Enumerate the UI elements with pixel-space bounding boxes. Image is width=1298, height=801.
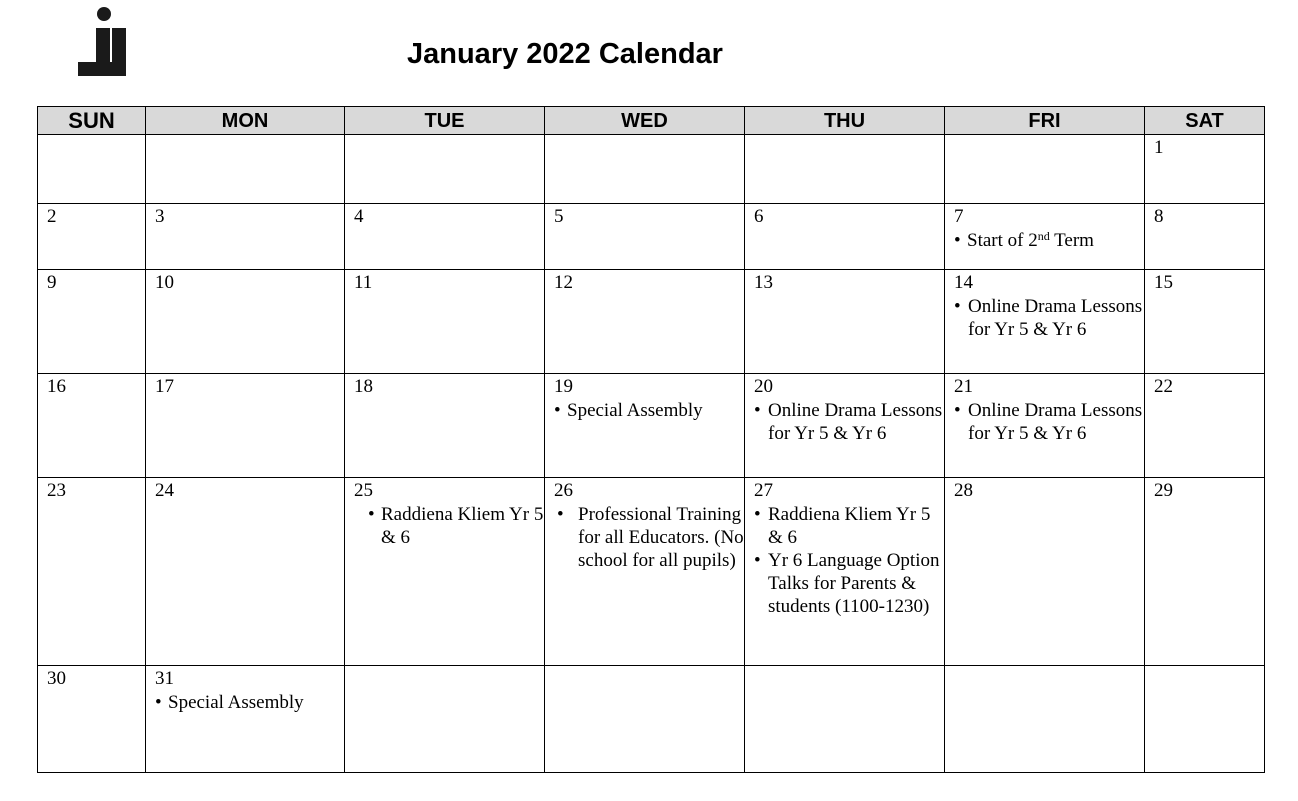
day-number: 19 (554, 376, 573, 397)
day-number: 23 (47, 480, 66, 501)
day-number: 21 (954, 376, 973, 397)
day-number: 9 (47, 272, 57, 293)
day-number: 13 (754, 272, 773, 293)
day-cell (945, 270, 1145, 374)
day-number: 12 (554, 272, 573, 293)
day-cell (345, 478, 545, 666)
week-row (38, 135, 1265, 204)
day-cell (38, 270, 146, 374)
day-cell (38, 204, 146, 270)
weekday-header-row (38, 107, 1265, 135)
empty-day-cell (345, 666, 545, 773)
day-number: 16 (47, 376, 66, 397)
day-number: 6 (754, 206, 764, 227)
empty-day-cell (38, 135, 146, 204)
day-cell (1145, 270, 1265, 374)
day-number: 1 (1154, 137, 1164, 158)
week-row (38, 374, 1265, 478)
day-cell (745, 204, 945, 270)
day-cell (545, 478, 745, 666)
event-item: • Professional Training for all Educators. (No school for all pupils) (554, 503, 744, 572)
day-number: 26 (554, 480, 573, 501)
school-logo (76, 6, 128, 78)
empty-day-cell (345, 135, 545, 204)
day-cell (146, 270, 345, 374)
day-cell (745, 478, 945, 666)
event-item: • Yr 6 Language Option Talks for Parents & students (1100-1230) (754, 549, 944, 618)
day-cell (146, 666, 345, 773)
day-number: 25 (354, 480, 373, 501)
day-cell (1145, 374, 1265, 478)
event-item: • Special Assembly (155, 691, 344, 714)
day-cell (745, 374, 945, 478)
event-item: • Online Drama Lessons for Yr 5 & Yr 6 (754, 399, 944, 445)
day-cell (345, 204, 545, 270)
day-cell (38, 374, 146, 478)
weekday-tue: TUE (345, 107, 545, 135)
empty-day-cell (745, 135, 945, 204)
week-row (38, 666, 1265, 773)
week-row (38, 478, 1265, 666)
event-item: • Raddiena Kliem Yr 5 & 6 (368, 503, 544, 549)
day-cell (38, 666, 146, 773)
day-cell (1145, 204, 1265, 270)
day-number: 14 (954, 272, 973, 293)
day-cell (1145, 478, 1265, 666)
day-cell (745, 270, 945, 374)
empty-day-cell (545, 135, 745, 204)
day-number: 3 (155, 206, 165, 227)
event-item: • Online Drama Lessons for Yr 5 & Yr 6 (954, 295, 1144, 341)
day-number: 31 (155, 668, 174, 689)
day-cell (945, 204, 1145, 270)
day-cell (38, 478, 146, 666)
weekday-sun: SUN (38, 107, 146, 135)
day-cell (545, 374, 745, 478)
day-number: 4 (354, 206, 364, 227)
day-cell (345, 270, 545, 374)
day-cell (545, 204, 745, 270)
weekday-sat: SAT (1145, 107, 1265, 135)
empty-day-cell (545, 666, 745, 773)
week-row (38, 204, 1265, 270)
event-item: • Start of 2nd Term (954, 229, 1144, 252)
day-cell (146, 374, 345, 478)
calendar-grid (37, 106, 1265, 773)
weekday-fri: FRI (945, 107, 1145, 135)
day-number: 18 (354, 376, 373, 397)
day-cell (545, 270, 745, 374)
day-cell (1145, 135, 1265, 204)
empty-day-cell (146, 135, 345, 204)
day-cell (945, 478, 1145, 666)
empty-day-cell (945, 135, 1145, 204)
day-number: 8 (1154, 206, 1164, 227)
day-number: 2 (47, 206, 57, 227)
weekday-thu: THU (745, 107, 945, 135)
day-number: 30 (47, 668, 66, 689)
day-number: 22 (1154, 376, 1173, 397)
day-number: 29 (1154, 480, 1173, 501)
day-number: 20 (754, 376, 773, 397)
day-number: 17 (155, 376, 174, 397)
day-number: 5 (554, 206, 564, 227)
week-row (38, 270, 1265, 374)
day-number: 11 (354, 272, 373, 293)
calendar-title: January 2022 Calendar (407, 38, 723, 70)
day-number: 7 (954, 206, 964, 227)
day-cell (146, 478, 345, 666)
weekday-mon: MON (146, 107, 345, 135)
day-number: 15 (1154, 272, 1173, 293)
day-number: 27 (754, 480, 773, 501)
day-number: 28 (954, 480, 973, 501)
weekday-wed: WED (545, 107, 745, 135)
event-item: • Online Drama Lessons for Yr 5 & Yr 6 (954, 399, 1144, 445)
day-cell (345, 374, 545, 478)
event-item: • Raddiena Kliem Yr 5 & 6 (754, 503, 944, 549)
day-number: 10 (155, 272, 174, 293)
day-number: 24 (155, 480, 174, 501)
empty-day-cell (945, 666, 1145, 773)
empty-day-cell (1145, 666, 1265, 773)
day-cell (146, 204, 345, 270)
day-cell (945, 374, 1145, 478)
event-item: • Special Assembly (554, 399, 744, 422)
empty-day-cell (745, 666, 945, 773)
